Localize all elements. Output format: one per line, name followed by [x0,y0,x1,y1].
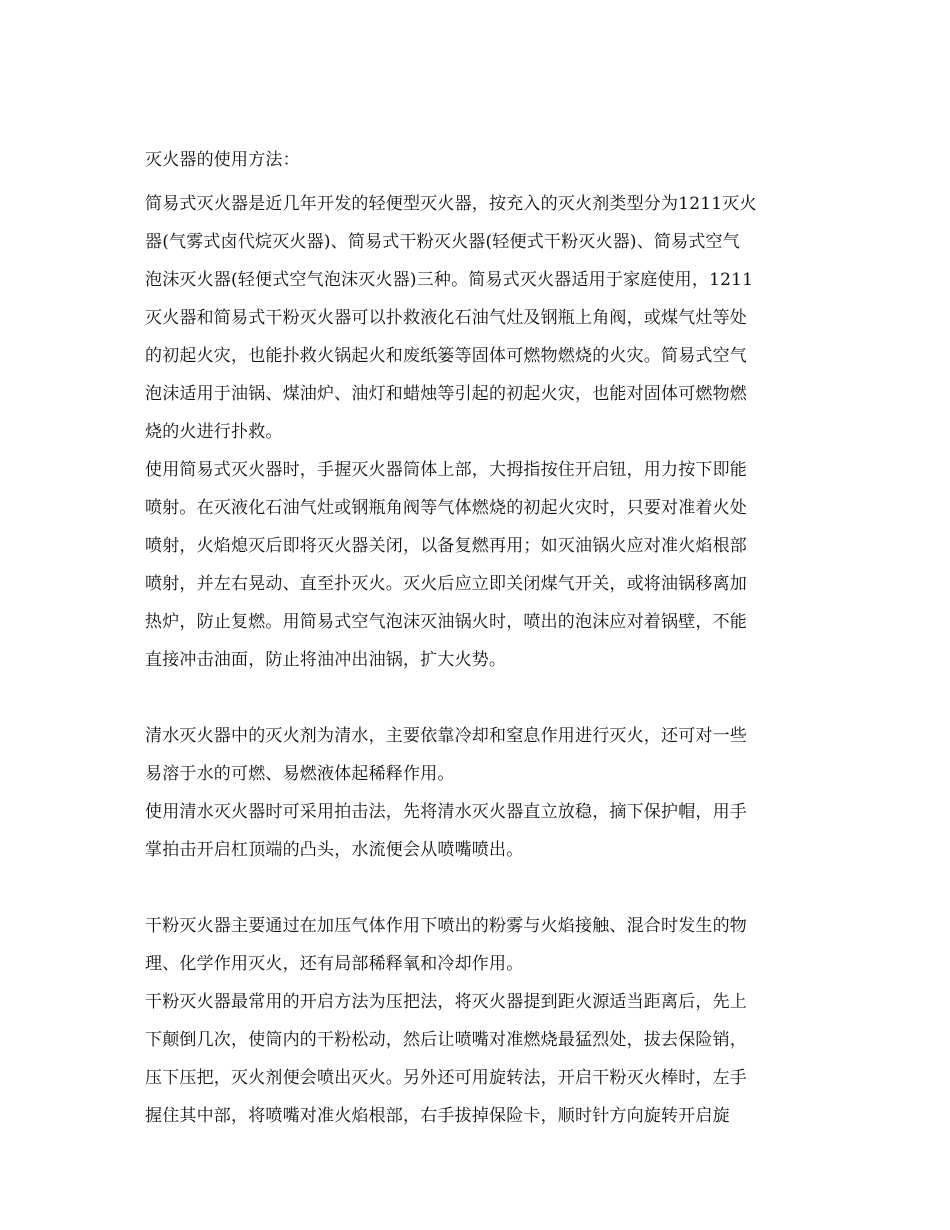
paragraph-line: 掌拍击开启杠顶端的凸头，水流便会从喷嘴喷出。 [145,840,524,860]
paragraph-line: 理、化学作用灭火，还有局部稀释氧和冷却作用。 [145,954,524,974]
paragraph-line: 干粉灭火器主要通过在加压气体作用下喷出的粉雾与火焰接触、混合时发生的物 [145,916,747,936]
paragraph-line: 简易式灭火器是近几年开发的轻便型灭火器，按充入的灭火剂类型分为1211灭火 [145,194,757,214]
paragraph-line: 喷射，火焰熄灭后即将灭火器关闭，以备复燃再用；如灭油锅火应对准火焰根部 [145,536,747,556]
paragraph-line: 泡沫适用于油锅、煤油炉、油灯和蜡烛等引起的初起火灾，也能对固体可燃物燃 [145,384,747,404]
paragraph-line: 喷射。在灭液化石油气灶或钢瓶角阀等气体燃烧的初起火灾时，只要对准着火处 [145,498,747,518]
paragraph-line: 的初起火灾，也能扑救火锅起火和废纸篓等固体可燃物燃烧的火灾。简易式空气 [145,346,747,366]
paragraph-line: 器(气雾式卤代烷灭火器)、简易式干粉灭火器(轻便式干粉灭火器)、简易式空气 [145,232,740,252]
paragraph-line: 下颠倒几次，使筒内的干粉松动，然后让喷嘴对准燃烧最猛烈处，拔去保险销， [145,1030,747,1050]
paragraph-line: 使用清水灭火器时可采用拍击法，先将清水灭火器直立放稳，摘下保护帽，用手 [145,802,747,822]
paragraph-line: 灭火器和简易式干粉灭火器可以扑救液化石油气灶及钢瓶上角阀，或煤气灶等处 [145,308,747,328]
paragraph-line: 清水灭火器中的灭火剂为清水，主要依靠冷却和窒息作用进行灭火，还可对一些 [145,726,747,746]
paragraph-line: 喷射，并左右晃动、直至扑灭火。灭火后应立即关闭煤气开关，或将油锅移离加 [145,574,747,594]
paragraph-line: 使用简易式灭火器时，手握灭火器筒体上部，大拇指按住开启钮，用力按下即能 [145,460,747,480]
paragraph-line: 热炉，防止复燃。用简易式空气泡沫灭油锅火时，喷出的泡沫应对着锅壁，不能 [145,612,747,632]
paragraph-line: 烧的火进行扑救。 [145,422,283,442]
paragraph-line: 直接冲击油面，防止将油冲出油锅，扩大火势。 [145,650,507,670]
paragraph-line: 泡沫灭火器(轻便式空气泡沫灭火器)三种。简易式灭火器适用于家庭使用，1211 [145,270,754,290]
paragraph-line: 易溶于水的可燃、易燃液体起稀释作用。 [145,764,455,784]
document-heading: 灭火器的使用方法： [145,150,300,170]
paragraph-line: 压下压把，灭火剂便会喷出灭火。另外还可用旋转法，开启干粉灭火棒时，左手 [145,1068,747,1088]
paragraph-line: 握住其中部，将喷嘴对准火焰根部，右手拔掉保险卡，顺时针方向旋转开启旋 [145,1106,730,1126]
paragraph-line: 干粉灭火器最常用的开启方法为压把法，将灭火器提到距火源适当距离后，先上 [145,992,747,1012]
